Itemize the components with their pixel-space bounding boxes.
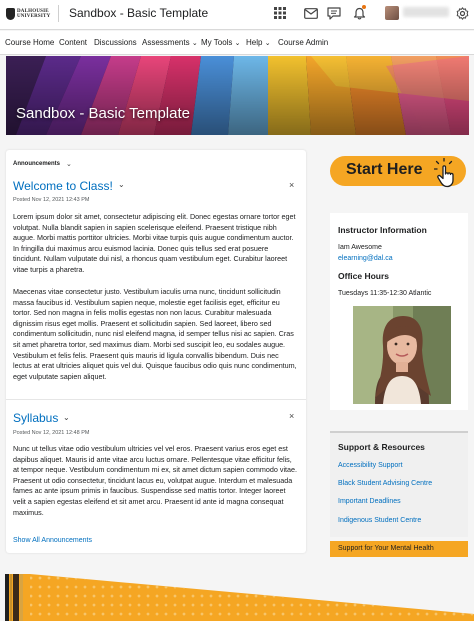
mental-health-label: Support for Your Mental Health [338, 545, 434, 552]
nav-course-home[interactable] [5, 38, 54, 47]
announcement-paragraph: Lorem ipsum dolor sit amet, consectetur adipiscing elit. Donec egestas ornare tortor eget volutpat. Nulla blandit sapien in sapien scelerisque eleifend. Praesent tristique nibh augue. Morbi mattis porttitor ultricies. Morbi vitae turpis quis augue condimentum auctor. In fringilla dui maximus arcu euismod lacinia. Donec quis tellus sed erat posuere tincidunt. Nullam vulputate dui nisl, a rhoncus quam vestibulum eget. Curabitur laoreet vitae turpis a pharetra. [13, 212, 296, 274]
instructor-photo [353, 306, 451, 404]
banner-title: Sandbox - Basic Template [16, 105, 190, 122]
nav-label: Course Admin [278, 38, 329, 47]
logo-wordmark [17, 9, 50, 19]
crest-icon [6, 8, 15, 20]
gear-icon[interactable] [454, 5, 470, 21]
chat-icon[interactable] [326, 5, 342, 21]
header-divider [58, 5, 59, 22]
nav-assessments[interactable] [142, 38, 198, 47]
announcement-title-welcome[interactable]: Welcome to Class! [13, 179, 113, 193]
accessibility-support-link[interactable]: Accessibility Support [338, 462, 403, 469]
nav-label: Content [59, 38, 88, 47]
support-heading: Support & Resources [338, 442, 425, 452]
nav-content[interactable] [59, 38, 87, 47]
chevron-down-icon: ⌄ [191, 40, 198, 47]
nav-label: Assessments [142, 38, 190, 47]
announcement-divider [6, 399, 306, 400]
nav-my-tools[interactable] [201, 38, 241, 47]
bell-icon[interactable] [351, 5, 367, 21]
show-all-announcements-link[interactable]: Show All Announcements [13, 537, 92, 544]
chevron-down-icon[interactable]: ⌄ [66, 161, 72, 168]
chevron-down-icon[interactable]: ⌄ [63, 413, 70, 422]
chevron-down-icon[interactable]: ⌄ [118, 180, 125, 189]
instructor-email-link[interactable]: elearning@dal.ca [338, 255, 393, 262]
university-logo[interactable] [6, 5, 52, 23]
logo-text-line2: UNIVERSITY [17, 14, 51, 19]
close-icon[interactable]: × [289, 411, 295, 421]
close-icon[interactable]: × [289, 180, 295, 190]
announcement-title-syllabus[interactable]: Syllabus [13, 411, 59, 425]
support-resources-card [330, 431, 468, 537]
announcement-date: Posted Nov 12, 2021 12:43 PM [13, 197, 90, 203]
mental-health-button[interactable] [330, 541, 468, 557]
top-header [0, 0, 474, 30]
hand-pointer-icon [434, 158, 462, 193]
announcements-header: Announcements [13, 161, 61, 167]
announcement-date: Posted Nov 12, 2021 12:48 PM [13, 430, 90, 436]
indigenous-student-centre-link[interactable]: Indigenous Student Centre [338, 517, 422, 524]
chevron-down-icon: ⌄ [234, 40, 241, 47]
banner-image [6, 56, 469, 135]
office-hours-text: Tuesdays 11:35-12:30 Atlantic [338, 290, 432, 297]
course-banner [6, 56, 469, 135]
instructor-name: Iam Awesome [338, 244, 382, 251]
black-student-advising-link[interactable]: Black Student Advising Centre [338, 480, 433, 487]
user-name-blurred[interactable] [403, 7, 449, 17]
announcement-paragraph: Maecenas vitae consectetur justo. Vestibulum iaculis urna nunc, tincidunt sollicitudin massa faucibus id. Vestibulum sapien neque, molestie eget facilisis eget, efficitur eu tortor. Sed non magna in felis mollis egestas non non lacus. Curabitur malesuada dignissim risus eget mollis. Praesent et sollicitudin sapien. Sed laoreet, libero sed condimentum sollicitudin, nunc nisl eleifend magna, id semper tellus nisi ac sapien. Cras sit amet pharetra tortor, sed maximus diam. Morbi sed suscipit leo, eu sodales augue. Vestibulum et felis felis. Praesent quis mauris id ligula convallis bibendum. Duis nec lectus at erat ultricies aliquet quis vel dui. Quisque faucibus odio quis nunc condimentum, eget vulputate sapien aliquet. [13, 287, 297, 381]
logo-text-line1: DALHOUSIE [17, 9, 49, 14]
nav-label: My Tools [201, 38, 233, 47]
instructor-info-card [330, 213, 468, 410]
notification-dot [362, 5, 366, 9]
nav-label: Help [246, 38, 263, 47]
grid-icon[interactable] [272, 5, 288, 21]
nav-label: Course Home [5, 38, 55, 47]
course-title[interactable]: Sandbox - Basic Template [69, 6, 209, 20]
instructor-heading: Instructor Information [338, 225, 427, 235]
nav-help[interactable] [246, 38, 271, 47]
nav-discussions[interactable] [94, 38, 137, 47]
avatar[interactable] [385, 6, 399, 20]
start-here-button[interactable] [330, 156, 466, 186]
course-navbar [0, 31, 474, 55]
start-here-label: Start Here [346, 161, 423, 178]
mail-icon[interactable] [303, 5, 319, 21]
office-hours-heading: Office Hours [338, 271, 390, 281]
announcement-paragraph: Nunc ut tellus vitae odio vestibulum ultricies vel vel eros. Praesent varius eros eget est dapibus aliquet. Mauris id ante vitae arcu luctus ornare. Pellentesque vitae efficitur felis, at tempor neque. Vestibulum condimentum mi ex, sit amet dictum sapien commodo vitae. Praesent ut odio consectetur, tincidunt lacus eu, volutpat augue. Interdum et malesuada fames ac ante ipsum primis in faucibus. Suspendisse sed mattis tortor. Integer laoreet velit a sapien egestas eleifend et sit amet arcu. Praesent id ante id magna consequat maximus. [13, 444, 298, 517]
nav-label: Discussions [94, 38, 137, 47]
chevron-down-icon: ⌄ [264, 40, 271, 47]
announcements-widget [6, 150, 306, 553]
important-deadlines-link[interactable]: Important Deadlines [338, 498, 401, 505]
nav-course-admin[interactable] [278, 38, 328, 47]
footer-graphic [0, 574, 474, 621]
